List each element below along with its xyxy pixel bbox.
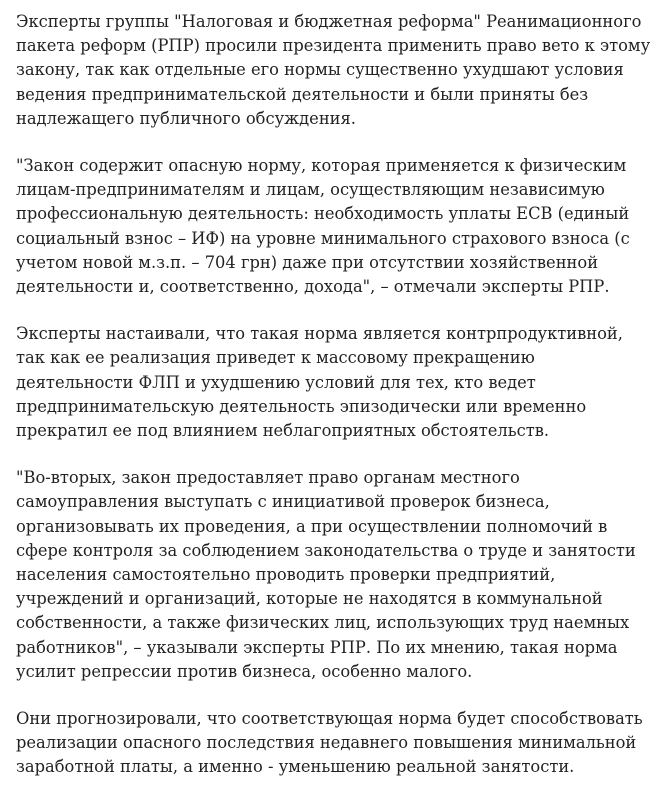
article-paragraph-1: Эксперты группы "Налоговая и бюджетная реформа" Реанимационного пакета реформ (РПР) просили президента применить право вето к этому закону, так как отдельные его нормы существенно ухудшают условия ведения предпринимательской деятельности и были приняты без надлежащего публичного обсуждения.	[16, 12, 651, 128]
article-paragraph-4: "Во-вторых, закон предоставляет право органам местного самоуправления выступать с инициативой проверок бизнеса, организовывать их проведения, а при осуществлении полномочий в сфере контроля за соблюдением законодательства о труде и занятости населения самостоятельно проводить проверки предприятий, учреждений и организаций, которые не находятся в коммунальной собственности, а также физических лиц, использующих труд наемных работников", – указывали эксперты РПР. По их мнению, такая норма усилит репрессии против бизнеса, особенно малого.	[16, 468, 636, 681]
article-paragraph-3: Эксперты настаивали, что такая норма является контрпродуктивной, так как ее реализация приведет к массовому прекращению деятельности ФЛП и ухудшению условий для тех, кто ведет предпринимательскую деятельность эпизодически или временно прекратил ее под влиянием неблагоприятных обстоятельств.	[16, 324, 623, 441]
article-body	[16, 10, 656, 803]
article-paragraph-5: Они прогнозировали, что соответствующая норма будет способствовать реализации опасного последствия недавнего повышения минимальной заработной платы, а именно - уменьшению реальной занятости.	[16, 709, 643, 777]
article-paragraph-2: "Закон содержит опасную норму, которая применяется к физическим лицам-предпринимателям и лицам, осуществляющим независимую профессиональную деятельность: необходимость уплаты ЕСВ (единый социальный взнос – ИФ) на уровне минимального страхового взноса (с учетом новой м.з.п. – 704 грн) даже при отсутствии хозяйственной деятельности и, соответственно, дохода", – отмечали эксперты РПР.	[16, 156, 630, 297]
